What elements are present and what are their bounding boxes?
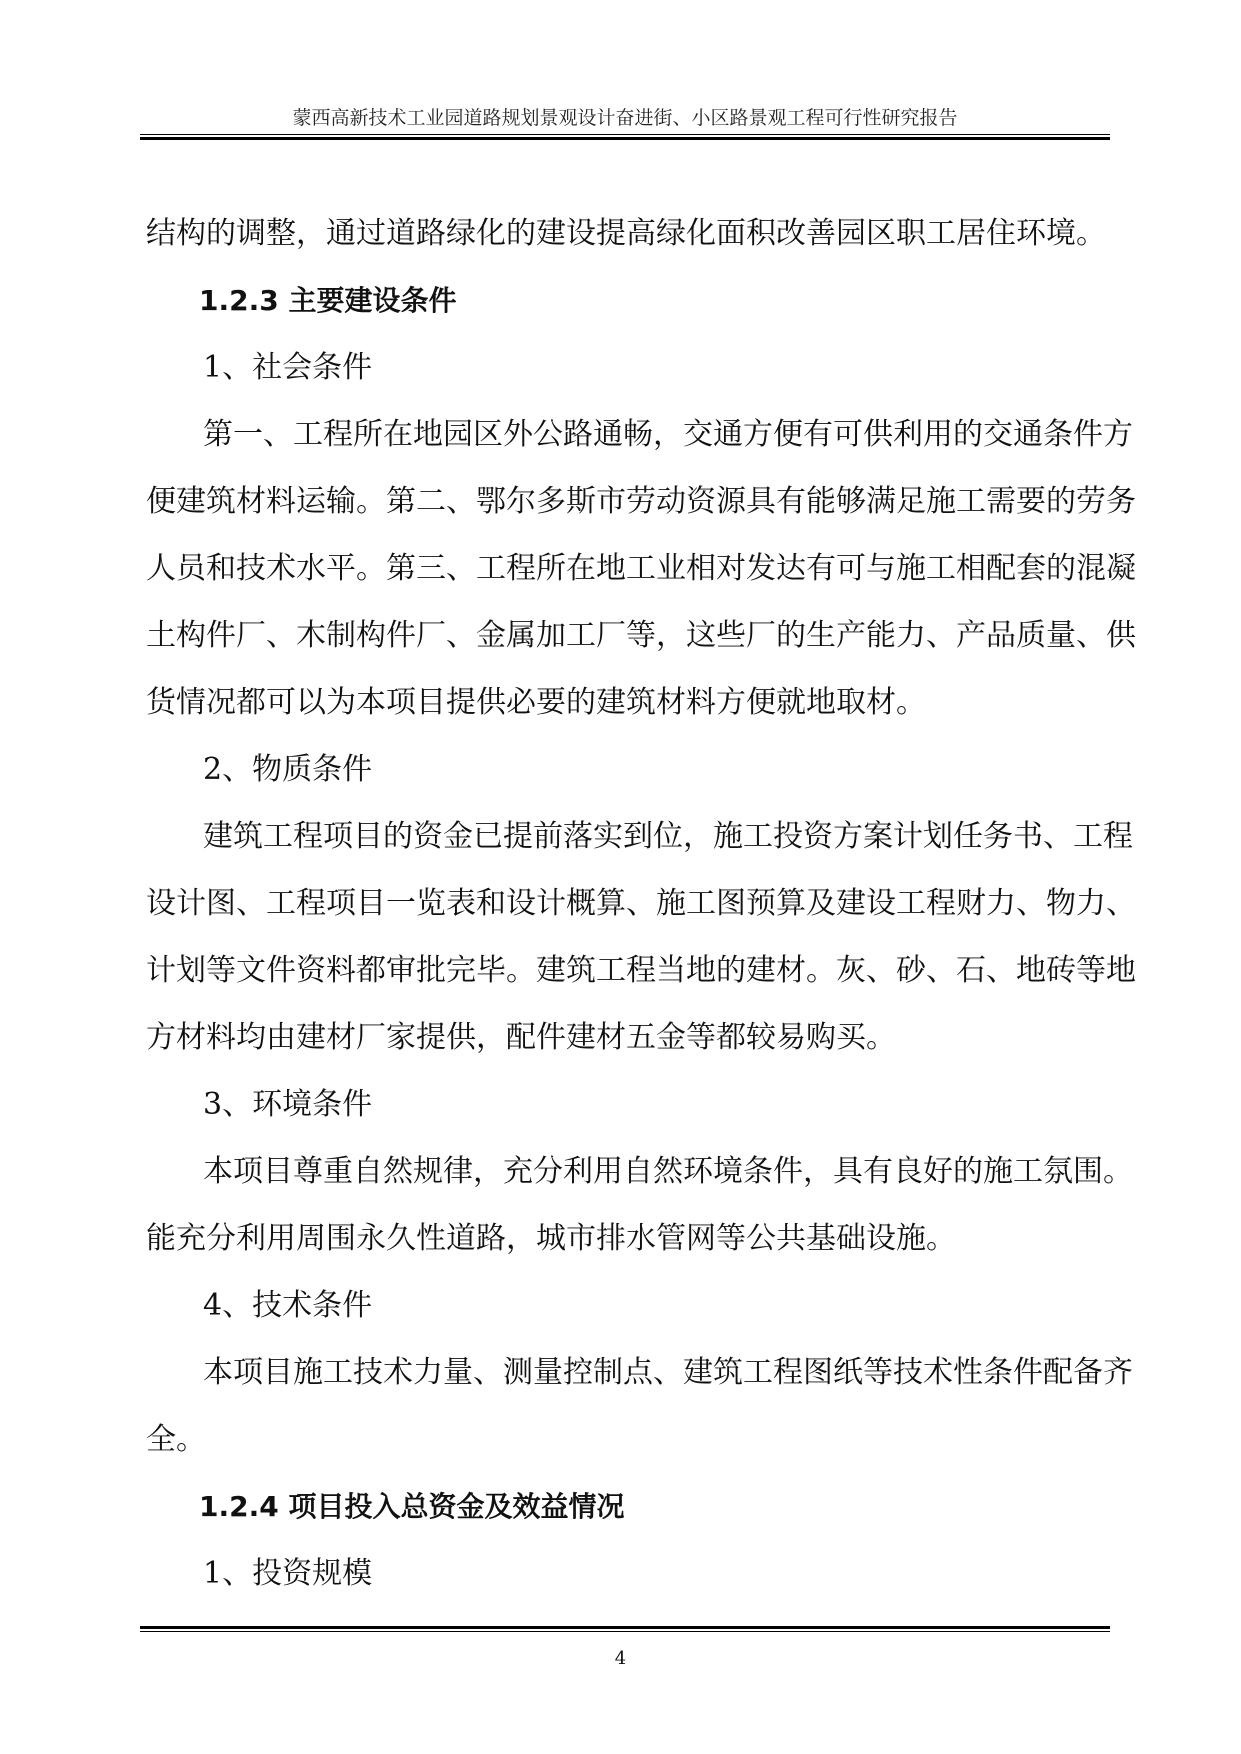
footer-rule-thin [140,1631,1110,1632]
header-rule-thick [140,137,1110,140]
header-rule-thin [140,134,1110,135]
subsection-label-investment: 1、投资规模 [203,1556,373,1591]
page-number: 4 [614,1648,627,1669]
section-heading-1-2-4: 1.2.4 项目投入总资金及效益情况 [199,1490,625,1523]
paragraph-line: 土构件厂、木制构件厂、金属加工厂等，这些厂的生产能力、产品质量、供 [146,618,1136,653]
subsection-label-material: 2、物质条件 [203,752,373,787]
subsection-label-environment: 3、环境条件 [203,1087,373,1122]
paragraph-line: 方材料均由建材厂家提供，配件建材五金等都较易购买。 [146,1020,896,1055]
paragraph-line: 结构的调整，通过道路绿化的建设提高绿化面积改善园区职工居住环境。 [146,216,1106,251]
subsection-label-social: 1、社会条件 [203,350,373,385]
paragraph-line: 设计图、工程项目一览表和设计概算、施工图预算及建设工程财力、物力、 [146,886,1136,921]
paragraph-line: 第一、工程所在地园区外公路通畅，交通方便有可供利用的交通条件方 [203,417,1133,452]
paragraph-line: 建筑工程项目的资金已提前落实到位，施工投资方案计划任务书、工程 [203,819,1133,854]
paragraph-line: 计划等文件资料都审批完毕。建筑工程当地的建材。灰、砂、石、地砖等地 [146,953,1136,988]
paragraph-line: 本项目施工技术力量、测量控制点、建筑工程图纸等技术性条件配备齐 [203,1355,1133,1390]
subsection-label-technical: 4、技术条件 [203,1288,373,1323]
paragraph-line: 本项目尊重自然规律，充分利用自然环境条件，具有良好的施工氛围。 [203,1154,1133,1189]
footer-rule-thick [140,1626,1110,1629]
page-header-title: 蒙西高新技术工业园道路规划景观设计奋进街、小区路景观工程可行性研究报告 [292,107,958,129]
document-body [146,200,1136,1607]
paragraph-line: 便建筑材料运输。第二、鄂尔多斯市劳动资源具有能够满足施工需要的劳务 [146,484,1136,519]
paragraph-line: 全。 [146,1422,206,1457]
paragraph-line: 货情况都可以为本项目提供必要的建筑材料方便就地取材。 [146,685,926,720]
section-heading-1-2-3: 1.2.3 主要建设条件 [199,284,457,317]
paragraph-line: 能充分利用周围永久性道路，城市排水管网等公共基础设施。 [146,1221,956,1256]
paragraph-line: 人员和技术水平。第三、工程所在地工业相对发达有可与施工相配套的混凝 [146,551,1136,586]
